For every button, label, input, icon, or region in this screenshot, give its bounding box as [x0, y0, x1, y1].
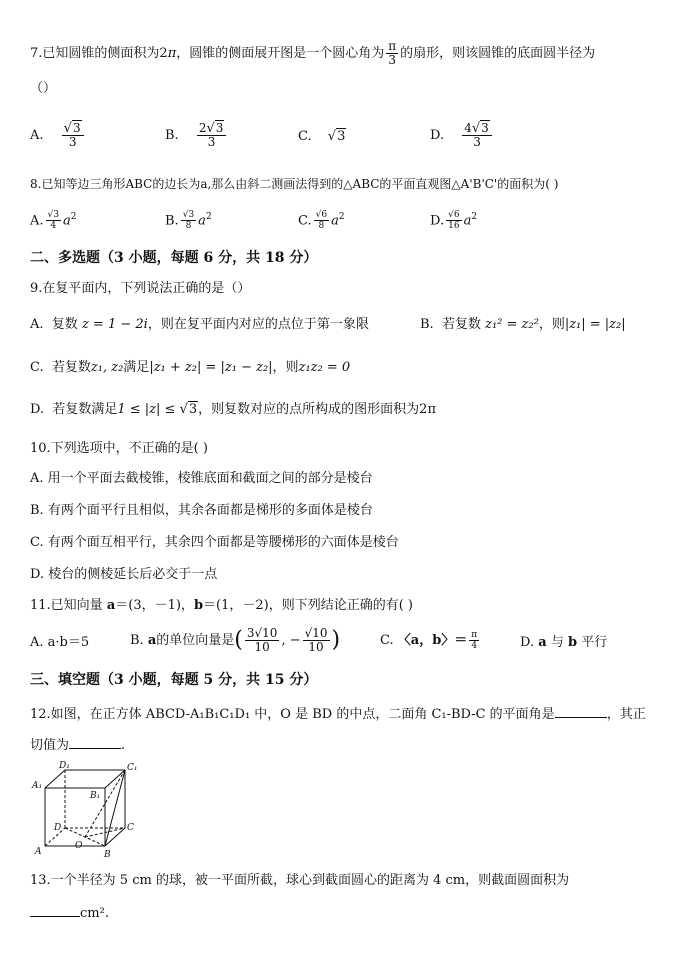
- q8-option-d-frac: $\frac{√6}{16}$: [448, 210, 460, 232]
- q7-option-a-num: 3: [72, 121, 81, 135]
- cube-label-b: B: [104, 850, 111, 858]
- q8-option-a-den: 4: [50, 221, 57, 232]
- q7-option-b[interactable]: [165, 122, 228, 149]
- q7-option-b-num: 3: [215, 121, 224, 135]
- q8-option-d-num: 6: [453, 210, 460, 221]
- q8-option-a-num: 3: [53, 210, 60, 221]
- q13-unit: cm².: [80, 906, 109, 921]
- q10-option-b[interactable]: B. 有两个面平行且相似，其余各面都是梯形的多面体是棱台: [30, 503, 373, 518]
- q11-stem-c: ＝(1，－2)，则下列结论正确的有( ): [203, 598, 413, 613]
- q8-option-c-num: 6: [321, 210, 328, 221]
- q12-stem-a: 12.如图，在正方体 ABCD-A₁B₁C₁D₁ 中，O 是 BD 的中点，二面角 C₁-BD-C 的平面角是: [30, 707, 555, 722]
- q13-stem: 13.一个半径为 5 cm 的球，被一平面所截，球心到截面圆心的距离为 4 cm，则截面圆面积为: [30, 873, 570, 888]
- q12-stem-line2: [30, 736, 125, 755]
- q8-option-a[interactable]: [30, 208, 77, 231]
- q9-option-d[interactable]: D. 若复数满足1 ≤ |z| ≤ √3，则复数对应的点所构成的图形面积为2π: [30, 402, 436, 417]
- q9-option-d-text2: ，则复数对应的点所构成的图形面积为: [198, 402, 420, 417]
- q11-option-b-text: 的单位向量是: [156, 633, 235, 648]
- q11-option-c-den: 4: [471, 641, 478, 651]
- q8-option-c-label: C.: [298, 213, 312, 229]
- q8-option-b[interactable]: [165, 208, 212, 231]
- q8-option-b-den: 8: [185, 221, 192, 232]
- q11-option-b[interactable]: B. a的单位向量是( $\frac{3√10}{10}$ , − $\frac{√10}{10}$ ): [130, 626, 341, 654]
- q9-option-b-text1: 若复数: [441, 317, 481, 332]
- q9-option-b-label: B.: [420, 317, 434, 332]
- q9-option-b[interactable]: [420, 316, 626, 334]
- q9-option-d-text1: 若复数满足: [52, 402, 118, 417]
- q8-option-d-pow: 2: [471, 212, 478, 222]
- q11-option-b-frac2: [303, 627, 330, 654]
- q12-answer-blank-2[interactable]: [69, 736, 121, 749]
- q11-stem-b: ＝(3，－1)，: [115, 598, 194, 613]
- q7-option-d-num: 3: [481, 121, 489, 135]
- q11-stem: [30, 597, 413, 615]
- q11-option-d-label: D.: [520, 635, 535, 650]
- q8-option-d-var: a: [463, 213, 472, 229]
- q11-stem-a: 11.已知向量: [30, 598, 107, 613]
- q11-option-c-frac: [469, 630, 479, 651]
- section-fill-blank-heading: 三、填空题（3 小题，每题 5 分，共 15 分）: [30, 672, 318, 688]
- q11-option-d-text: 与: [550, 635, 564, 650]
- q9-option-d-rad: 3: [188, 402, 198, 417]
- q7-option-a-den: 3: [68, 135, 77, 149]
- q7-option-b-coef: 2: [198, 121, 207, 135]
- q9-option-a[interactable]: [30, 316, 369, 334]
- q9-option-a-math: z = 1 − 2i: [81, 317, 148, 332]
- q9-option-d-math: 1 ≤ |z| ≤: [117, 402, 180, 417]
- q7-stem-b: ，圆锥的侧面展开图是一个圆心角为: [176, 46, 385, 61]
- q8-option-b-pow: 2: [205, 212, 212, 222]
- q10-option-c[interactable]: C. 有两个面互相平行，其余四个面都是等腰梯形的六面体是棱台: [30, 535, 399, 550]
- q7-option-a[interactable]: [30, 122, 86, 149]
- q8-option-b-frac: $\frac{√3}{8}$: [182, 210, 195, 232]
- q8-option-c-den: 8: [318, 221, 325, 232]
- q11-option-a[interactable]: A. a·b＝5: [30, 635, 90, 650]
- q7-option-b-label: B.: [165, 128, 179, 143]
- q11-option-b-frac1: [245, 627, 280, 654]
- q12-stem-d: .: [121, 738, 126, 753]
- q8-option-a-label: A.: [30, 213, 44, 229]
- cube-label-o: O: [75, 841, 83, 851]
- cube-label-d: D: [54, 823, 62, 833]
- q9-option-c-math3: z₁z₂ = 0: [298, 360, 351, 375]
- q9-option-b-math2: |z₁| = |z₂|: [564, 317, 626, 332]
- q12-stem-c: 切值为: [30, 738, 70, 753]
- q9-option-a-text2: ，则在复平面内对应的点位于第一象限: [147, 317, 369, 332]
- q11-option-b-label: B.: [130, 633, 144, 648]
- q7-option-a-label: A.: [30, 128, 44, 143]
- q7-angle-num: π: [388, 39, 397, 53]
- q9-option-b-text2: ，则: [538, 317, 565, 332]
- q8-option-b-var: a: [198, 213, 206, 229]
- q11-option-c[interactable]: [380, 630, 481, 651]
- q9-option-c-text1: 若复数: [51, 360, 91, 375]
- cube-label-c: C: [127, 823, 134, 833]
- q8-option-d-label: D.: [430, 213, 445, 229]
- q7-stem-a: 7.已知圆锥的侧面积为2: [30, 46, 168, 61]
- q9-option-b-math: z₁² = z₂²: [485, 317, 539, 332]
- cube-label-d1: D₁: [59, 761, 70, 771]
- q9-option-a-label: A.: [30, 317, 44, 332]
- cube-label-a: A: [35, 847, 42, 857]
- q11-option-c-num: π: [471, 630, 478, 640]
- q8-option-a-frac: $\frac{√3}{4}$: [47, 210, 60, 232]
- q7-option-d-label: D.: [430, 128, 445, 143]
- q9-option-c-text2: 满足: [123, 360, 150, 375]
- q8-option-b-num: 3: [188, 210, 195, 221]
- q9-option-d-label: D.: [30, 402, 45, 417]
- q8-option-a-pow: 2: [70, 212, 77, 222]
- q8-option-c-var: a: [331, 213, 339, 229]
- cube-figure: [30, 758, 140, 858]
- q8-option-b-label: B.: [165, 213, 179, 229]
- q9-option-d-math2: 2π: [419, 402, 436, 417]
- q8-option-d-den: 16: [448, 221, 460, 232]
- q11-option-d-text2: 平行: [581, 635, 608, 650]
- section-multiple-choice-heading: 二、多选题（3 小题，每题 6 分，共 18 分）: [30, 250, 318, 266]
- q9-option-c-text3: ，则: [272, 360, 299, 375]
- q7-option-d-den: 3: [473, 135, 481, 149]
- q11-option-b-num1: 3√10: [246, 626, 278, 640]
- q13-answer-blank[interactable]: [30, 904, 80, 917]
- q13-answer-line: [30, 904, 109, 923]
- q8-option-d[interactable]: [430, 208, 477, 231]
- q7-angle-fraction: [386, 40, 398, 67]
- q7-option-c-label: C.: [298, 129, 312, 144]
- q10-stem: 10.下列选项中，不正确的是( ): [30, 441, 208, 456]
- q8-option-c[interactable]: [298, 208, 345, 231]
- q11-vector-a: a: [106, 598, 116, 613]
- q10-option-a[interactable]: A. 用一个平面去截棱锥，棱锥底面和截面之间的部分是棱台: [30, 471, 373, 486]
- q9-stem: 9.在复平面内，下列说法正确的是（）: [30, 281, 251, 296]
- q7-option-d-coef: 4: [464, 121, 472, 135]
- q11-option-d-vec-b: b: [567, 635, 578, 650]
- q9-option-c-math2: |z₁ + z₂| = |z₁ − z₂|: [149, 360, 273, 375]
- q11-option-b-den2: 10: [308, 640, 324, 654]
- q7-option-a-frac: $\frac{√3}{3}$: [62, 122, 84, 149]
- q7-option-d-frac: $\frac{4√3}{3}$: [462, 122, 492, 149]
- q12-stem-line1: [30, 705, 646, 724]
- q7-option-b-frac: $\frac{2√3}{3}$: [197, 122, 227, 149]
- q11-option-b-vec: a: [147, 633, 157, 648]
- q11-option-d[interactable]: [520, 634, 607, 652]
- q10-option-d[interactable]: D. 棱台的侧棱延长后必交于一点: [30, 567, 218, 582]
- q12-answer-blank-1[interactable]: [555, 705, 607, 718]
- q7-paren: （）: [30, 81, 57, 96]
- q9-option-c-math: z₁, z₂: [90, 360, 124, 375]
- cube-label-a1: A₁: [32, 781, 43, 791]
- q7-pi: π: [167, 46, 177, 61]
- q9-option-c[interactable]: [30, 359, 350, 377]
- q7-option-c-num: 3: [337, 129, 346, 144]
- cube-label-b1: B₁: [90, 791, 101, 801]
- q9-option-c-label: C.: [30, 360, 44, 375]
- q8-option-c-pow: 2: [338, 212, 345, 222]
- q12-stem-b: ，其正: [606, 707, 646, 722]
- q11-option-b-den1: 10: [254, 640, 270, 654]
- q7-stem-c: 的扇形，则该圆锥的底面圆半径为: [400, 46, 596, 61]
- cube-label-c1: C₁: [127, 763, 138, 773]
- q11-vector-b: b: [193, 598, 204, 613]
- q7-angle-den: 3: [388, 53, 397, 67]
- q8-option-a-var: a: [63, 213, 71, 229]
- q11-option-c-text: 〈a，b〉＝: [397, 633, 468, 648]
- q7-stem: [30, 40, 595, 67]
- q8-stem: 8.已知等边三角形ABC的边长为a,那么由斜二测画法得到的△ABC的平面直观图△A'B'C'的面积为( ): [30, 177, 559, 191]
- q7-option-d[interactable]: [430, 122, 494, 149]
- q8-option-c-frac: $\frac{√6}{8}$: [315, 210, 328, 232]
- q9-option-a-text1: 复数: [51, 317, 78, 332]
- q7-option-c[interactable]: C. √3: [298, 129, 346, 144]
- q7-option-b-den: 3: [207, 135, 216, 149]
- q11-option-b-num2: √10: [304, 626, 328, 640]
- q11-option-d-vec-a: a: [538, 635, 547, 650]
- q11-option-c-label: C.: [380, 633, 394, 648]
